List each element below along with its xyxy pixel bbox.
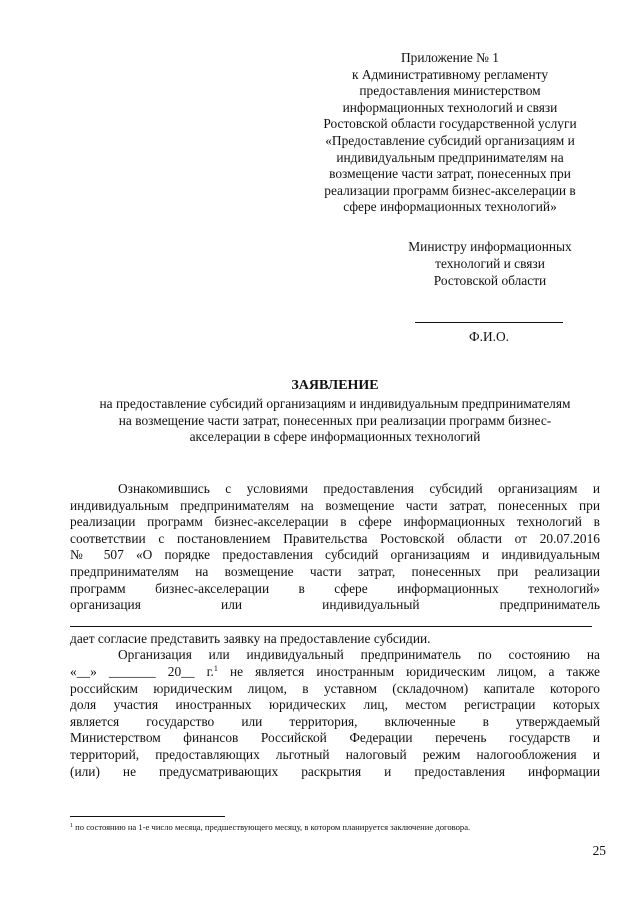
paragraph-line: доля участия иностранных юридических лиц, местом регистрации которых [70, 697, 600, 713]
appendix-line: предоставления министерством [359, 83, 541, 99]
appendix-line: информационных технологий и связи [342, 99, 558, 115]
paragraph-line: программ бизнес-акселерации в сфере информационных технологий» [70, 580, 600, 596]
footnote [70, 822, 610, 833]
paragraph-line: территорий, предоставляющих льготный налоговый режим налогообложения и [70, 746, 600, 762]
appendix-line: Приложение № 1 [400, 50, 500, 65]
paragraph-line: организация или индивидуальный предприниматель [70, 597, 600, 613]
organization-name-blank[interactable] [70, 626, 592, 627]
paragraph-line: Министерством финансов Российской Федерации перечень государств и [70, 730, 600, 746]
paragraph-line: реализации программ бизнес-акселерации в сфере информационных технологий в [70, 514, 600, 530]
paragraph-line: Ознакомившись с условиями предоставления субсидий организациям и [118, 481, 600, 496]
consent-line: дает согласие представить заявку на предоставление субсидии. [70, 630, 431, 646]
appendix-line: к Административному регламенту [351, 66, 549, 82]
paragraph-line: российским юридическим лицом, в уставном (складочном) капитале которого [70, 680, 600, 696]
paragraph-line: (или) не предусматривающих раскрытия и предоставления информации [70, 763, 600, 779]
document-title: ЗАЯВЛЕНИЕ [291, 378, 379, 393]
addressee-line: технологий и связи [435, 256, 545, 271]
footnote-rule [70, 816, 225, 817]
appendix-line: сфере информационных технологий» [343, 199, 557, 215]
footnote-ref: 1 [213, 663, 218, 673]
footnote-text: по состоянию на 1-е число месяца, предшествующего месяцу, в котором планируется заключение договора. [73, 822, 471, 832]
appendix-line: «Предоставление субсидий организациям и [325, 132, 575, 148]
fio-label: Ф.И.О. [469, 329, 509, 344]
appendix-line: возмещение части затрат, понесенных при [329, 166, 571, 182]
paragraph-line: № 507 «О порядке предоставления субсидий организациям и индивидуальным [70, 547, 600, 563]
date-line-text: не является иностранным юридическим лицом, а также [217, 663, 600, 679]
appendix-line: индивидуальным предпринимателям на [336, 149, 564, 165]
appendix-header [300, 50, 600, 216]
document-body [70, 481, 600, 780]
document-subtitle [60, 396, 610, 446]
subtitle-line: на возмещение части затрат, понесенных при реализации программ бизнес- [118, 412, 552, 428]
page-number: 25 [592, 843, 606, 858]
appendix-line: реализации программ бизнес-акселерации в [324, 182, 576, 198]
subtitle-line: акселерации в сфере информационных технологий [189, 429, 481, 445]
addressee-line: Ростовской области [433, 273, 547, 288]
date-blank[interactable]: «__» _______ 20__ г. [70, 663, 214, 679]
fio-blank-line [415, 322, 563, 323]
paragraph-line: Организация или индивидуальный предприниматель по состоянию на [118, 647, 600, 663]
subtitle-line: на предоставление субсидий организациям и индивидуальным предпринимателям [99, 396, 571, 411]
addressee-line: Министру информационных [408, 239, 572, 254]
appendix-line: Ростовской области государственной услуги [323, 116, 577, 132]
paragraph-line: является государство или территория, включенные в утверждаемый [70, 713, 600, 729]
date-line [70, 664, 600, 681]
paragraph-line: соответствии с постановлением Правительства Ростовской области от 20.07.2016 [70, 530, 600, 546]
addressee-block [385, 238, 595, 289]
paragraph-line: индивидуальным предпринимателям на возмещение части затрат, понесенных при [70, 497, 600, 513]
paragraph-line: предпринимателям на возмещение части затрат, понесенных при реализации [70, 563, 600, 579]
footnote-marker: 1 [70, 823, 73, 829]
